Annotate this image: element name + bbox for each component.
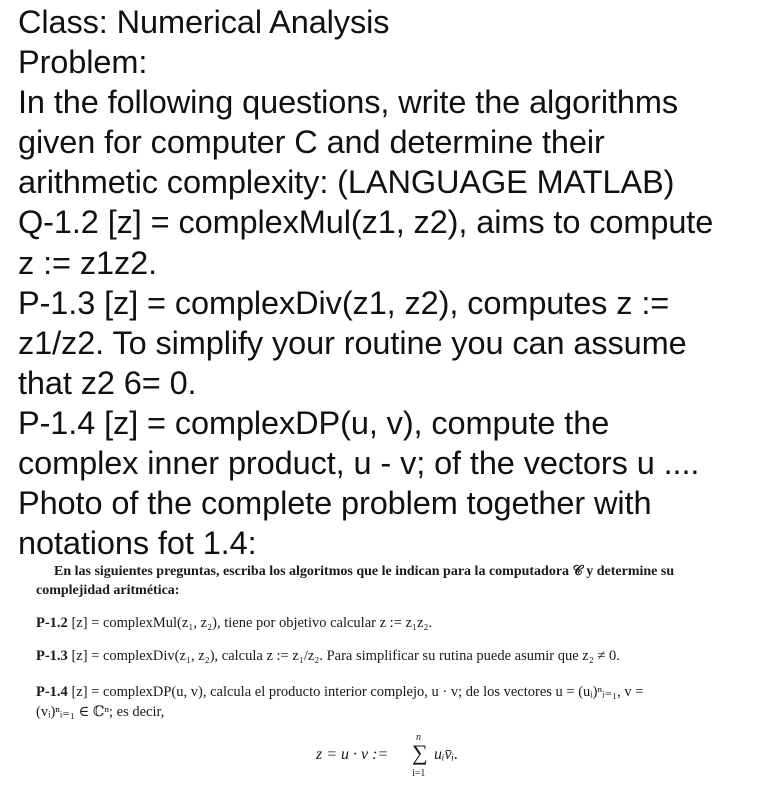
photo-p14-line2: (vᵢ)ⁿᵢ₌₁ ∈ ℂⁿ; es decir, — [36, 704, 165, 720]
photo-p12-text: [z] = complexMul(z₁, z₂), tiene por objetivo calcular z := z₁z₂. — [71, 615, 433, 631]
q12-line: z := z1z2. — [18, 244, 157, 281]
formula-rhs: uᵢv̄ᵢ. — [434, 746, 459, 763]
formula-sum-upper: n — [416, 732, 421, 743]
formula-lhs: z = u · v := — [316, 746, 389, 763]
p14-line: complex inner product, u - v; of the vectors u .... — [18, 445, 700, 482]
class-line: Class: Numerical Analysis — [18, 4, 390, 40]
photo-p12-line — [36, 615, 432, 632]
photo-p12-label: P-1.2 — [36, 615, 68, 631]
photo-p14-line — [36, 684, 643, 701]
q12-line: Q-1.2 [z] = complexMul(z1, z2), aims to compute — [18, 204, 714, 241]
p13-line: that z2 6= 0. — [18, 364, 197, 401]
problem-label: Problem: — [18, 44, 148, 81]
p13-line: P-1.3 [z] = complexDiv(z1, z2), computes z := — [18, 284, 670, 321]
photo-p13-line — [36, 648, 620, 665]
photo-p14-text: [z] = complexDP(u, v), calcula el producto interior complejo, u · v; de los vectores u = (uᵢ)ⁿᵢ₌₁, v = — [71, 684, 644, 700]
photo-caption-line: Photo of the complete problem together with — [18, 485, 652, 522]
intro-line: given for computer C and determine their — [18, 124, 605, 161]
problem-photo — [0, 558, 760, 796]
photo-intro-line: complejidad aritmética: — [36, 583, 180, 598]
intro-line: In the following questions, write the algorithms — [18, 84, 678, 121]
p13-line: z1/z2. To simplify your routine you can assume — [18, 324, 687, 361]
intro-line: arithmetic complexity: (LANGUAGE MATLAB) — [18, 164, 675, 201]
photo-intro-line: En las siguientes preguntas, escriba los algoritmos que le indican para la computadora 𝒞 y determine su — [54, 564, 675, 579]
question-text — [18, 2, 758, 563]
inner-product-formula — [316, 728, 516, 788]
photo-p13-text: [z] = complexDiv(z₁, z₂), calcula z := z₁/z₂. Para simplificar su rutina puede asumir que z₂ ≠ 0. — [71, 648, 620, 664]
photo-p14-label: P-1.4 — [36, 684, 68, 700]
formula-sum-symbol: ∑ — [412, 740, 428, 765]
p14-line: P-1.4 [z] = complexDP(u, v), compute the — [18, 404, 610, 441]
formula-sum-lower: i=1 — [412, 768, 426, 779]
photo-caption-line: notations fot 1.4: — [18, 525, 257, 562]
photo-p13-label: P-1.3 — [36, 648, 68, 664]
